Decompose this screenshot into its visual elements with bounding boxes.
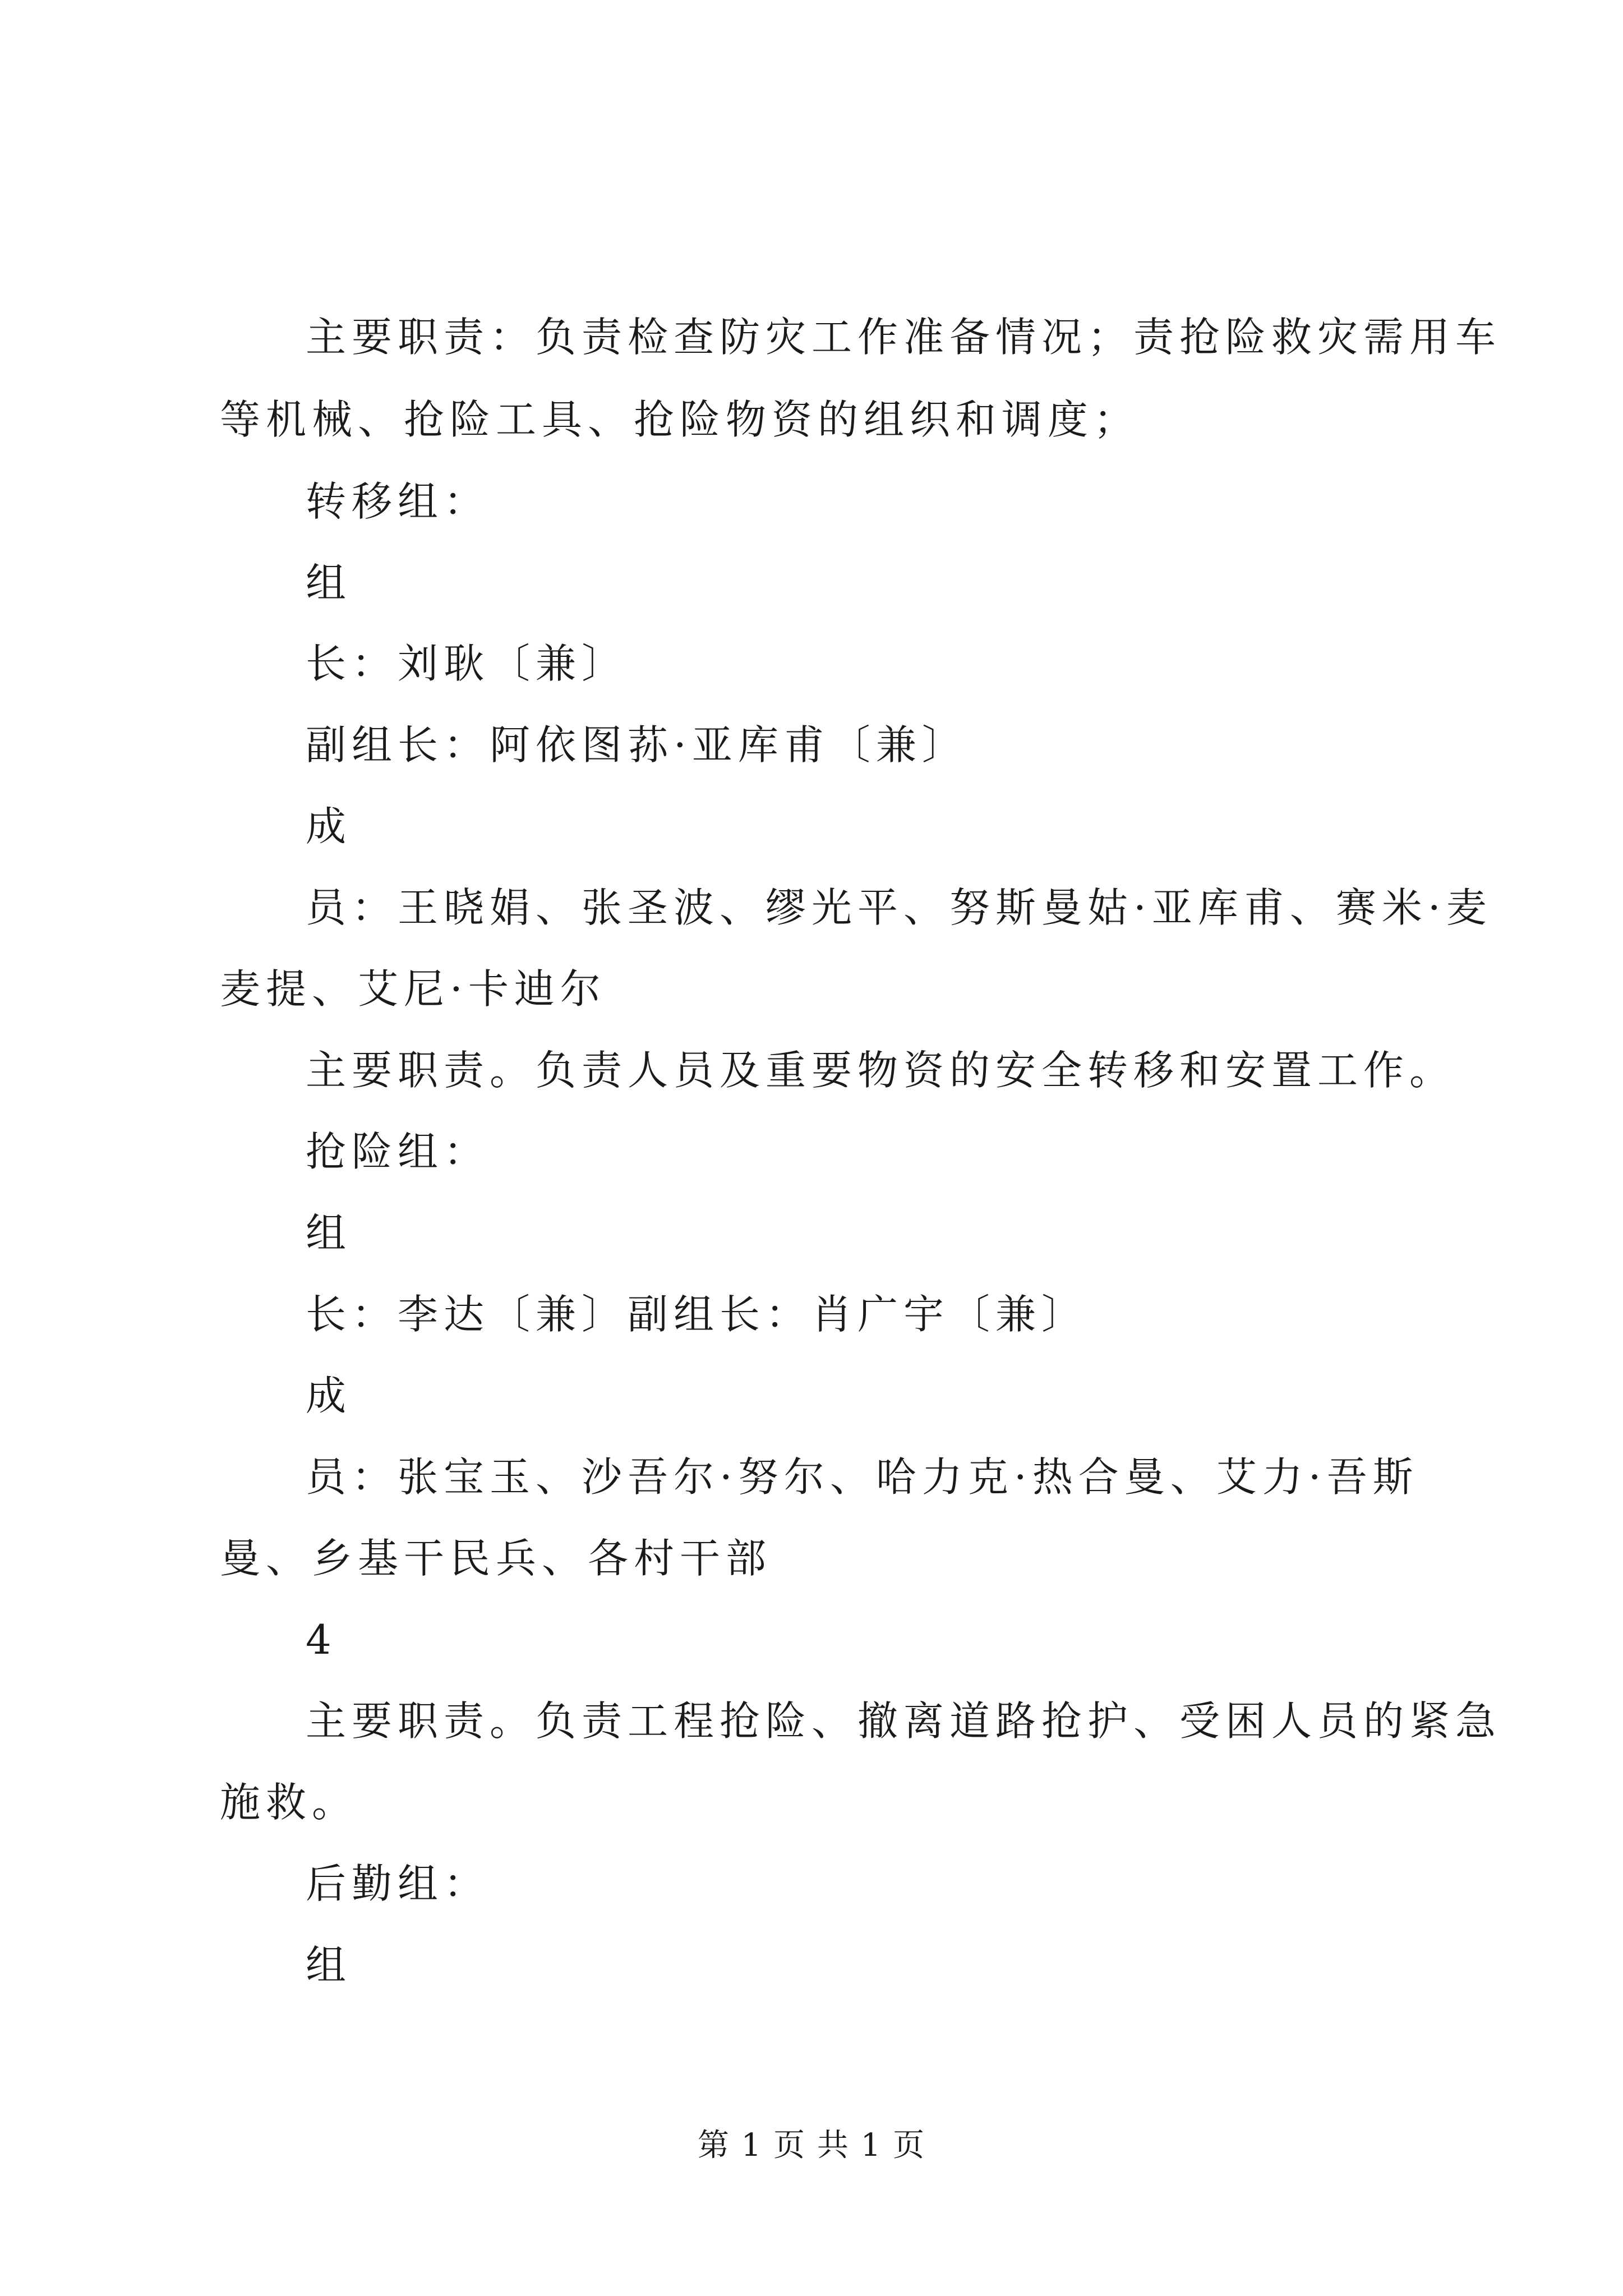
page-footer: 第 1 页 共 1 页 bbox=[697, 2127, 926, 2164]
text-line: 组 bbox=[306, 1209, 352, 1257]
text-line: 成 bbox=[306, 1372, 352, 1419]
text-line: 长：李达〔兼〕副组长：肖广宇〔兼〕 bbox=[306, 1291, 1088, 1338]
text-line: 主要职责：负责检查防灾工作准备情况；责抢险救灾需用车 bbox=[306, 314, 1502, 361]
text-line: 施救。 bbox=[220, 1779, 358, 1826]
section-heading: 抢险组： bbox=[306, 1128, 490, 1175]
text-line: 主要职责。负责人员及重要物资的安全转移和安置工作。 bbox=[306, 1047, 1456, 1094]
text-line: 员：张宝玉、沙吾尔·努尔、哈力克·热合曼、艾力·吾斯 bbox=[306, 1453, 1419, 1501]
text-line: 组 bbox=[306, 1941, 352, 1989]
text-line: 主要职责。负责工程抢险、撤离道路抢护、受困人员的紧急 bbox=[306, 1697, 1502, 1745]
text-line: 副组长：阿依图荪·亚库甫〔兼〕 bbox=[306, 721, 968, 769]
text-line: 成 bbox=[306, 803, 352, 850]
section-heading: 转移组： bbox=[306, 478, 490, 525]
text-line: 长：刘耿〔兼〕 bbox=[306, 640, 628, 687]
text-line: 员：王晓娟、张圣波、缪光平、努斯曼姑·亚库甫、赛米·麦 bbox=[306, 884, 1492, 931]
page-number-text: 4 bbox=[306, 1616, 337, 1663]
text-line: 麦提、艾尼·卡迪尔 bbox=[220, 965, 606, 1013]
section-heading: 后勤组： bbox=[306, 1860, 490, 1907]
text-line: 等机械、抢险工具、抢险物资的组织和调度； bbox=[220, 396, 1140, 443]
text-line: 曼、乡基干民兵、各村干部 bbox=[220, 1535, 772, 1582]
text-line: 组 bbox=[306, 559, 352, 606]
